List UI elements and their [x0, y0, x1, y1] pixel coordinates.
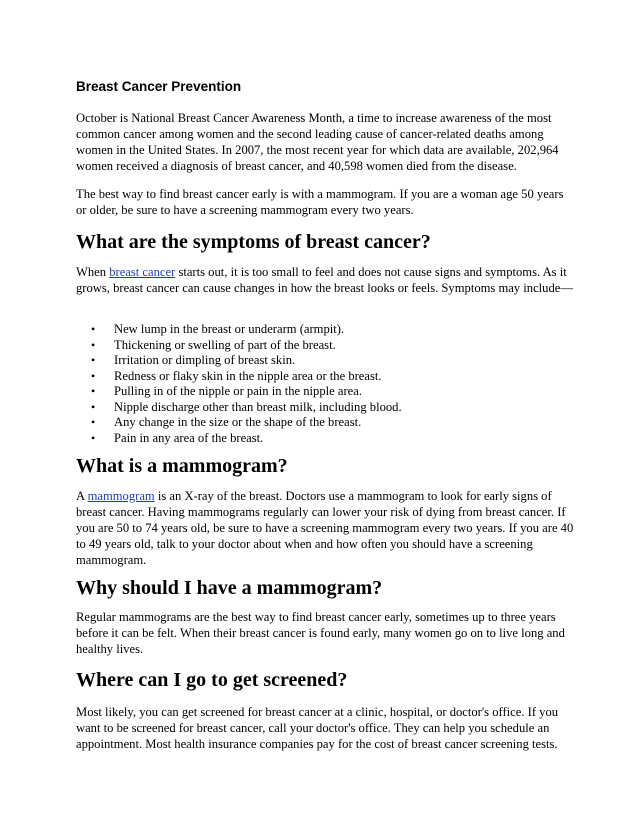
- list-item-text: New lump in the breast or underarm (armpit).: [114, 322, 345, 336]
- list-item: [76, 400, 402, 416]
- bullet-icon: •: [91, 322, 96, 336]
- screening-location-paragraph: Most likely, you can get screened for breast cancer at a clinic, hospital, or doctor's office. If you want to be screened for breast cancer, call your doctor's office. They can help you schedule an appointment. Most health insurance companies pay for the cost of breast cancer screening tests.: [76, 705, 559, 751]
- bullet-icon: •: [91, 384, 96, 398]
- why-mammogram-paragraph: Regular mammograms are the best way to find breast cancer early, sometimes up to three years before it can be felt. When their breast cancer is found early, many women go on to live long and healthy lives.: [76, 610, 565, 656]
- list-item: [76, 431, 402, 447]
- bullet-icon: •: [91, 415, 96, 429]
- list-item-text: Irritation or dimpling of breast skin.: [114, 353, 296, 367]
- mammogram-heading: What is a mammogram?: [76, 455, 288, 477]
- symptoms-paragraph: [76, 264, 574, 296]
- mammogram-paragraph-suffix: is an X-ray of the breast. Doctors use a mammogram to look for early signs of breast cancer. Having mammograms regularly can lower your risk of dying from breast cancer. If you are 50 to 74 years old, be sure to have a screening mammogram every two years. If you are 40 to 49 years old, talk to your doctor about when and how often you should have a screening mammogram.: [76, 489, 574, 567]
- list-item-text: Any change in the size or the shape of the breast.: [114, 415, 362, 429]
- list-item-text: Redness or flaky skin in the nipple area or the breast.: [114, 368, 382, 383]
- bullet-icon: •: [91, 368, 96, 383]
- bullet-icon: •: [91, 337, 96, 352]
- mammogram-paragraph: [76, 488, 574, 568]
- list-item-text: Pain in any area of the breast.: [114, 430, 264, 445]
- breast-cancer-link[interactable]: breast cancer: [109, 265, 176, 279]
- list-item-text: Pulling in of the nipple or pain in the nipple area.: [114, 384, 362, 398]
- symptom-list: [76, 322, 402, 446]
- intro-paragraph-mammogram: The best way to find breast cancer early is with a mammogram. If you are a woman age 50 years or older, be sure to have a screening mammogram every two years.: [76, 187, 564, 217]
- screening-location-heading: Where can I go to get screened?: [76, 669, 348, 691]
- why-mammogram-heading: Why should I have a mammogram?: [76, 577, 383, 599]
- list-item: [76, 384, 402, 400]
- list-item: [76, 369, 402, 385]
- list-item: [76, 415, 402, 431]
- symptoms-paragraph-suffix: starts out, it is too small to feel and does not cause signs and symptoms. As it grows, breast cancer can cause changes in how the breast looks or feels. Symptoms may include—: [76, 265, 573, 295]
- list-item-text: Thickening or swelling of part of the breast.: [114, 337, 336, 352]
- list-item: [76, 322, 402, 338]
- bullet-icon: •: [91, 399, 96, 414]
- symptoms-paragraph-prefix: When: [76, 265, 110, 279]
- bullet-icon: •: [91, 430, 96, 445]
- list-item: [76, 338, 402, 354]
- list-item-text: Nipple discharge other than breast milk, including blood.: [114, 399, 402, 414]
- symptoms-heading: What are the symptoms of breast cancer?: [76, 231, 431, 253]
- mammogram-link[interactable]: mammogram: [87, 489, 155, 503]
- list-item: [76, 353, 402, 369]
- bullet-icon: •: [91, 353, 96, 367]
- mammogram-paragraph-prefix: A: [76, 489, 88, 503]
- intro-paragraph-awareness: October is National Breast Cancer Awareness Month, a time to increase awareness of the most common cancer among women and the second leading cause of cancer-related deaths among women in the United States. In 2007, the most recent year for which data are available, 202,964 women received a diagnosis of breast cancer, and 40,598 women died from the disease.: [76, 111, 559, 173]
- document-title: Breast Cancer Prevention: [76, 79, 242, 94]
